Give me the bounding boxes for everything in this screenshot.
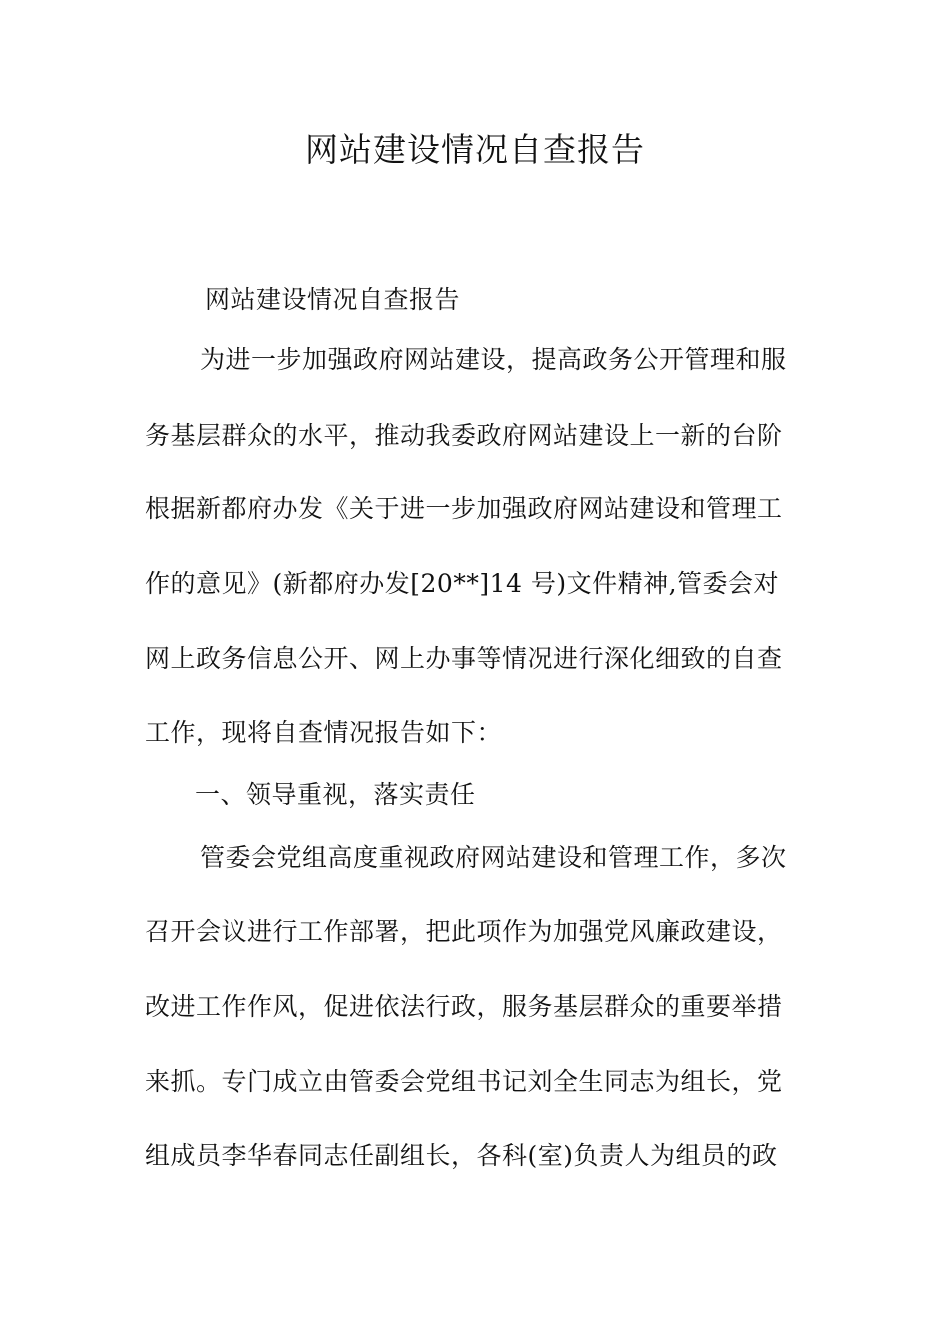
paragraph-line: 改进工作作风，促进依法行政，服务基层群众的重要举措 <box>145 992 783 1021</box>
paragraph-line: 为进一步加强政府网站建设，提高政务公开管理和服 <box>200 345 787 374</box>
paragraph-line: 根据新都府办发《关于进一步加强政府网站建设和管理工 <box>145 494 783 523</box>
paragraph-line: 组成员李华春同志任副组长，各科(室)负责人为组员的政 <box>145 1141 778 1170</box>
paragraph-line: 网上政务信息公开、网上办事等情况进行深化细致的自查 <box>145 644 783 673</box>
paragraph-line: 工作，现将自查情况报告如下： <box>145 718 503 747</box>
paragraph-line: 管委会党组高度重视政府网站建设和管理工作，多次 <box>200 843 787 872</box>
section-heading: 一、领导重视，落实责任 <box>195 780 476 809</box>
paragraph-line: 作的意见》(新都府办发[20**]14 号)文件精神,管委会对 <box>145 569 780 598</box>
document-subtitle: 网站建设情况自查报告 <box>205 285 461 314</box>
paragraph-line: 来抓。专门成立由管委会党组书记刘全生同志为组长，党 <box>145 1067 783 1096</box>
document-title: 网站建设情况自查报告 <box>305 130 645 169</box>
paragraph-line: 召开会议进行工作部署，把此项作为加强党风廉政建设， <box>145 917 783 946</box>
paragraph-line: 务基层群众的水平，推动我委政府网站建设上一新的台阶 <box>145 421 783 450</box>
